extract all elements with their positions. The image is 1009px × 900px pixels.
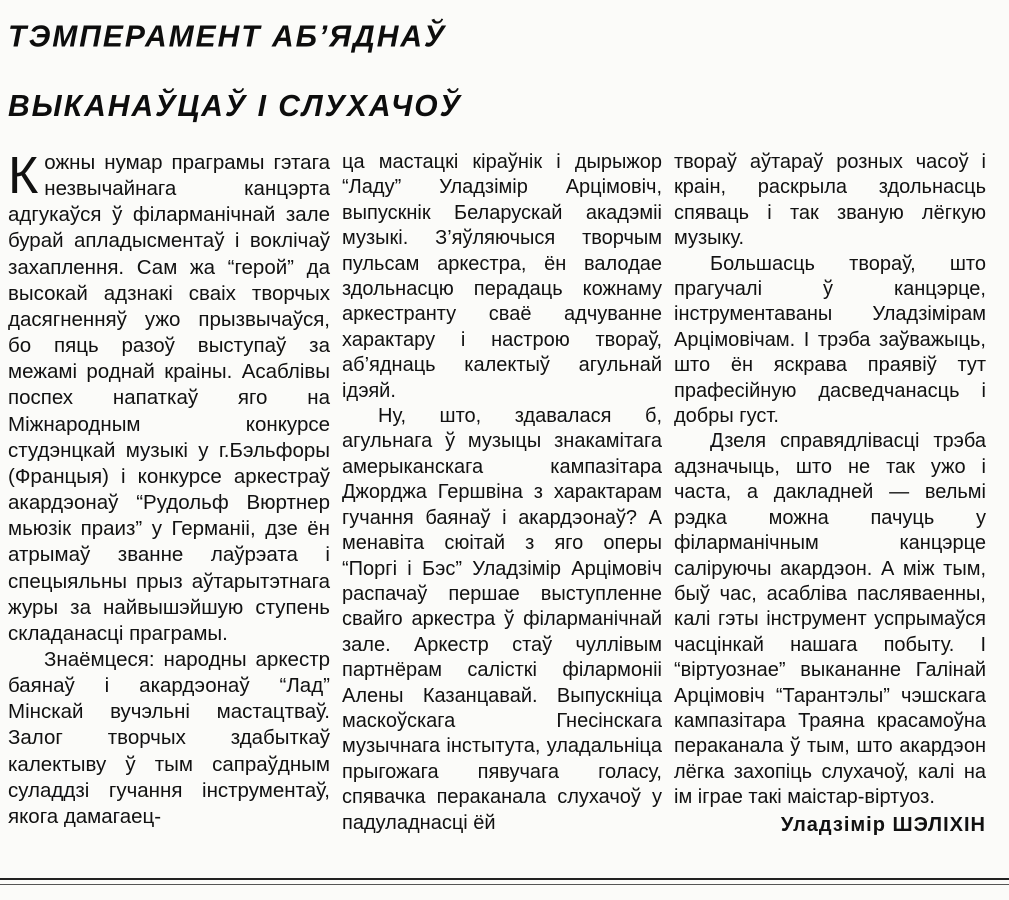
paragraph-instrumentation: Большасць твораў, што прагучалі ў канцэрце, інструментаваны Уладзімірам Арцімовічам. І трэба заўважыць, што ён яскрава праявіў тут прафесійную дасведчанасць і добры густ.: [674, 252, 986, 428]
paragraph-orchestra: Знаёмцеся: народны аркестр баянаў і акардэонаў “Лад” Мінскай вучэльні мастацтваў. Залог творчых здабыткаў калектыву ў тым сапраўдным суладдзі гучання інструментаў, якога дамагаец-: [8, 647, 330, 828]
headline: [8, 3, 998, 142]
bottom-rule-thin: [0, 884, 1009, 885]
article-column-1: [8, 147, 330, 830]
bottom-rule: [0, 878, 1009, 880]
paragraph-gershwin: Ну, што, здавалася б, агульнага ў музыцы знакамітага амерыканскага кампазітара Джорджа Гершвіна з характарам гучання баянаў і акардэонаў? А менавіта сюітай з яго оперы “Поргі і Бэс” Уладзімір Арцімовіч распачаў першае выступленне свайго аркестра ў філарманічнай зале. Аркестр стаў чуллівым партнёрам салісткі філармоніі Алены Казанцавай. Выпускніца маскоўскага Гнесінскага музычнага інстытута, уладальніца прыгожага пявучага голасу, спявачка пераканала слухачоў у падуладнасці ёй: [342, 405, 662, 834]
drop-cap: К: [8, 147, 39, 205]
headline-line-1: ТЭМПЕРАМЕНТ АБ’ЯДНАЎ: [8, 19, 447, 54]
author-signature: Уладзімір ШЭЛІХІН: [780, 813, 986, 836]
article-column-2: [342, 150, 662, 836]
paragraph-intro: [8, 147, 330, 647]
paragraph-accordion: Дзеля справядлівасці трэба адзначыць, што не так ужо і часта, а дакладней — вельмі рэдка можна пачуць у філарманічным канцэрце саліруючы акардэон. А між тым, быў час, асабліва пасляваенны, калі гэты інструмент успрымаўся часцінкай нашага побыту. І “віртуознае” выкананне Галінай Арцімовіч “Тарантэлы” чэшскага кампазітара Траяна красамоўна пераканала ў тым, што акардэон лёгка захопіць слухачоў, калі на ім іграе такі маістар-віртуоз.: [674, 430, 986, 809]
paragraph-intro-text: ожны нумар праграмы гэтага незвычайнага канцэрта адгукаўся ў філарманічнай зале бурай апладысментаў і воклічаў захаплення. Сам жа “герой” да высокай адзнакі сваіх творчых дасягненняў ужо прызвычаўся, бо пяць разоў выступаў за межамі роднай краіны. Асаблівы поспех напаткаў яго на Міжнародным конкурсе студэнцкай музыкі у г.Бэльфоры (Францыя) і конкурсе аркестраў акардэонаў “Рудольф Вюртнер мьюзік праиз” у Германіі, дзе ён атрымаў званне лаўрэата і спецыяльны прыз аўтарытэтнага журы за найвышэйшую ступень складанасці праграмы.: [8, 151, 330, 645]
paragraph-orchestra-cont: ца мастацкі кіраўнік і дырыжор “Ладу” Уладзімір Арцімовіч, выпускнік Беларускай акадэміі музыкі. З’яўляючыся творчым пульсам аркестра, ён валодае здольнасцю перадаць кожнаму аркестранту сваё адчуванне характару і настрою твораў, аб’яднаць калектыў агульнай ідэяй.: [342, 151, 662, 402]
headline-line-2: ВЫКАНАЎЦАЎ І СЛУХАЧОЎ: [8, 89, 462, 123]
paragraph-gershwin-cont: твораў аўтараў розных часоў і краін, раскрыла здольнасць спяваць і так званую лёгкую музыку.: [674, 151, 986, 250]
article-column-3: [674, 150, 986, 838]
